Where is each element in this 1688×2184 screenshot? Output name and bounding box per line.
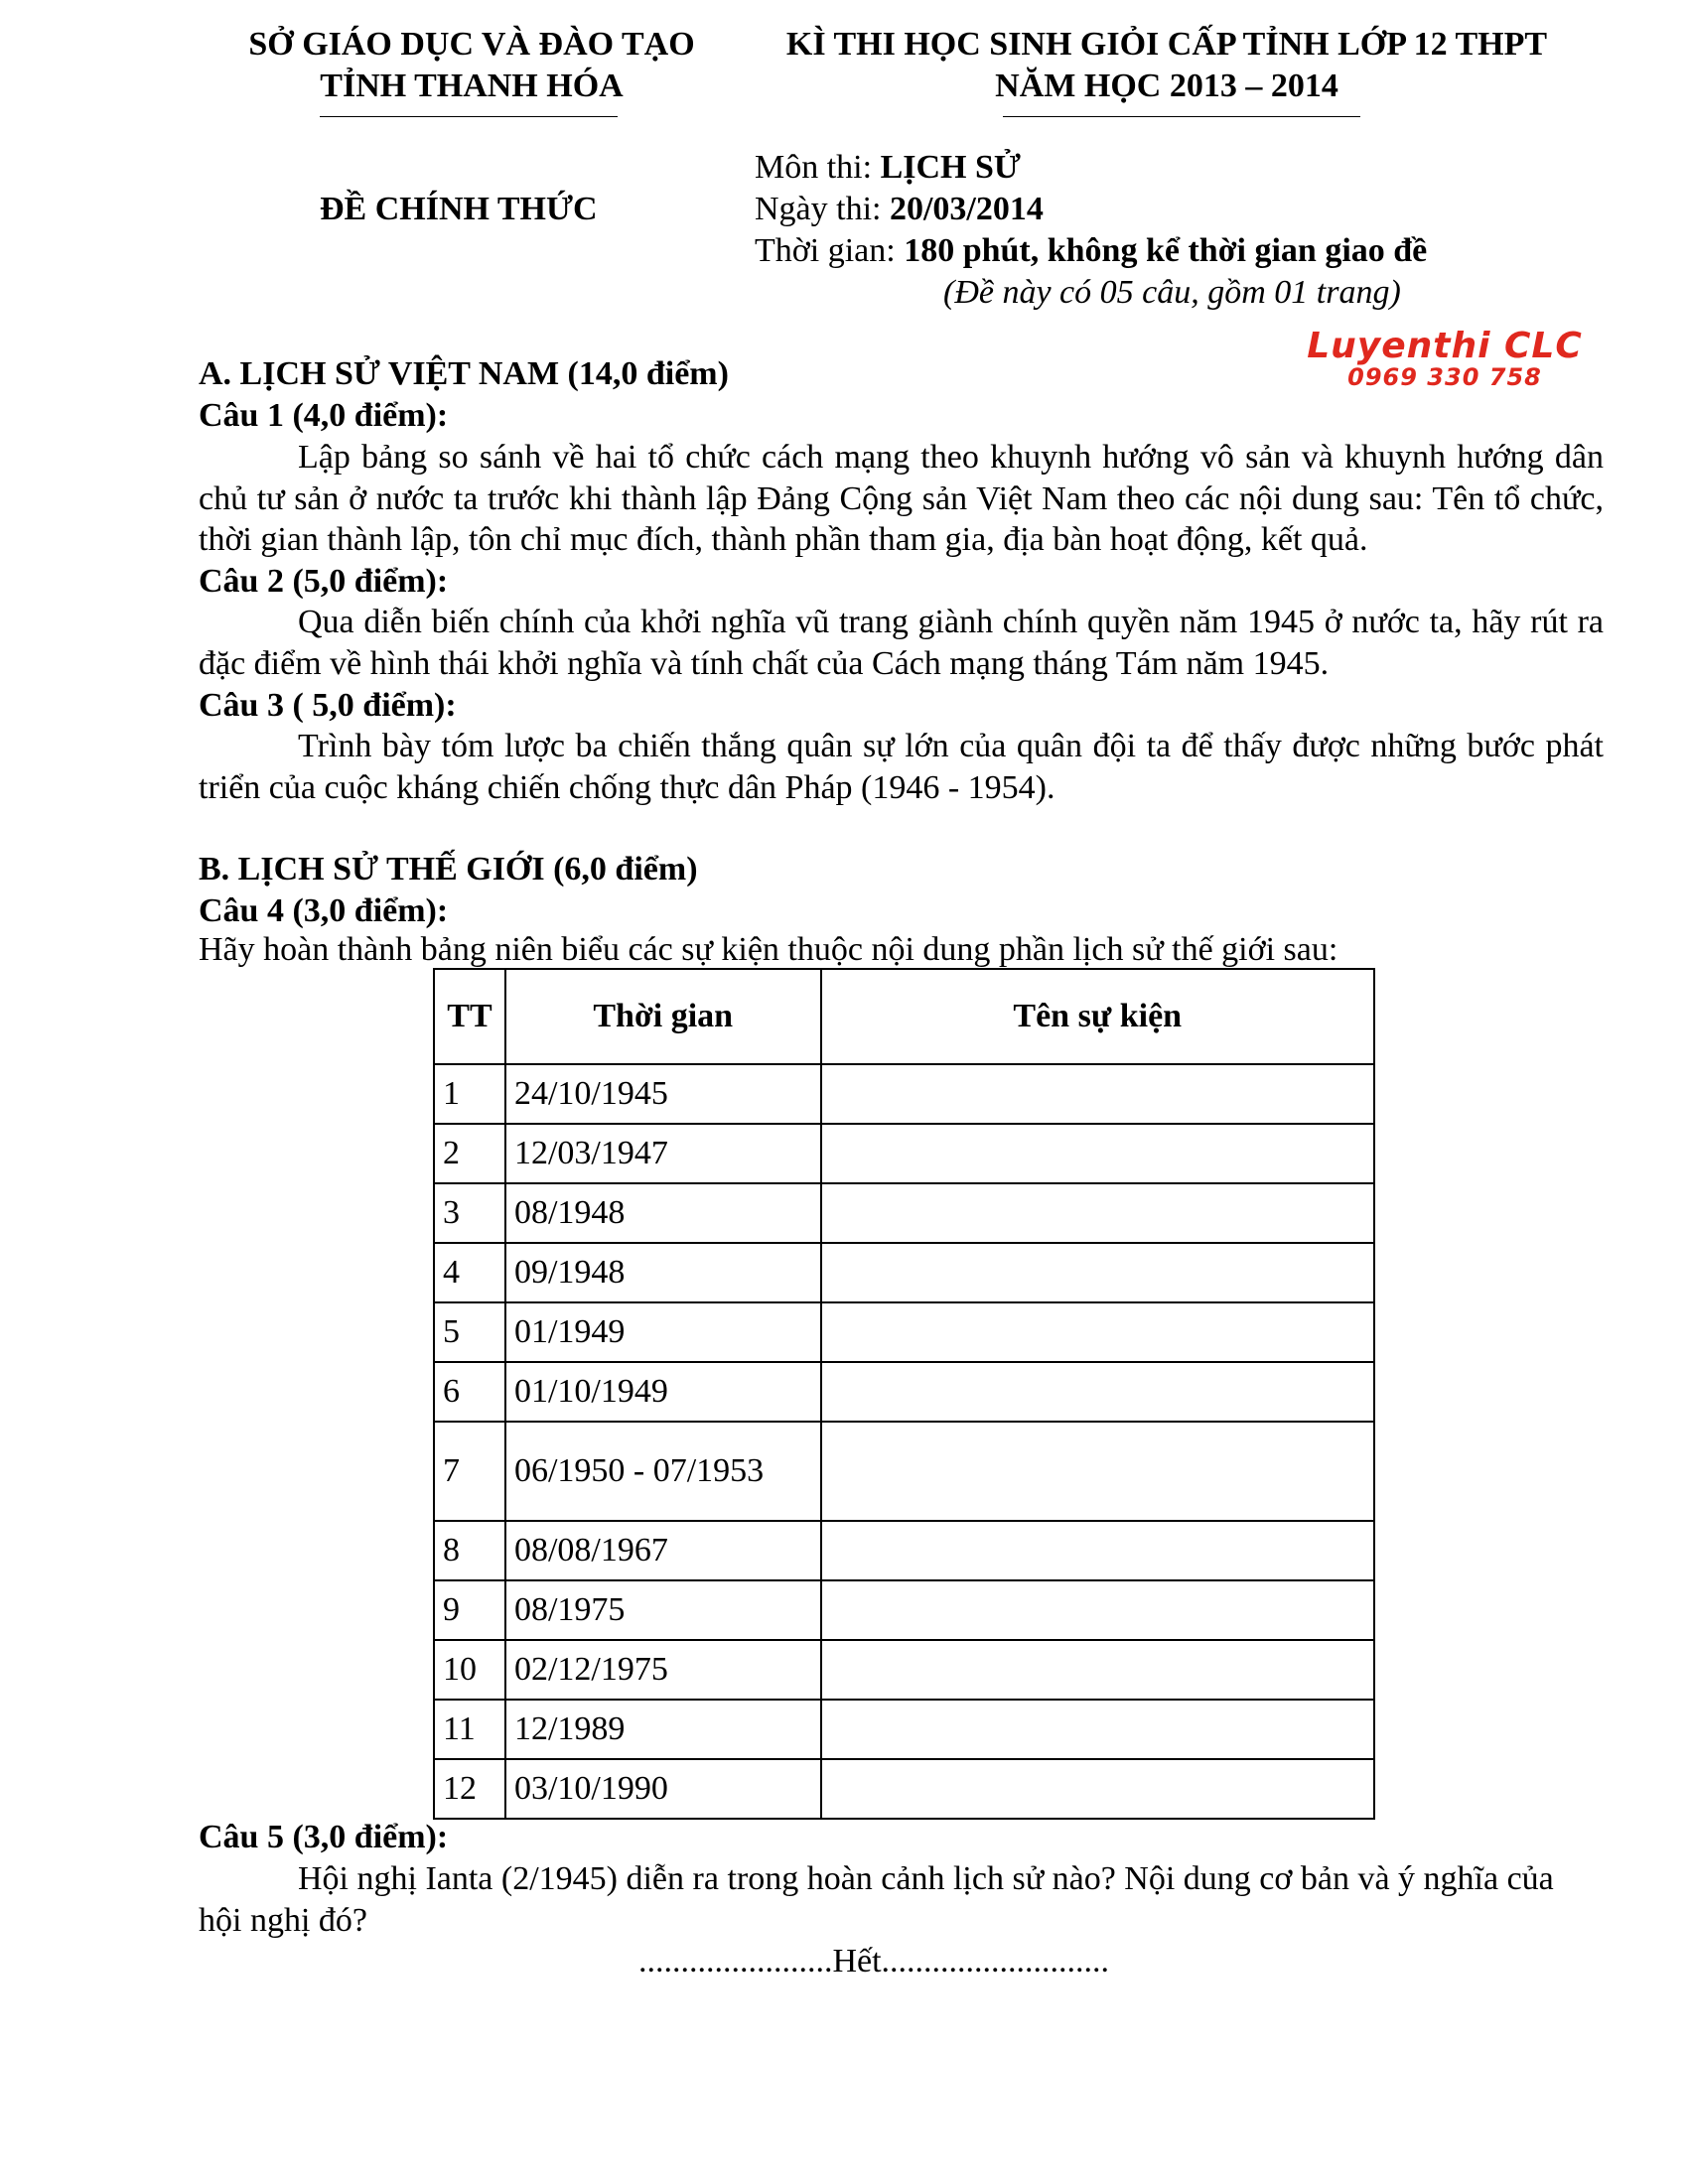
time-value: 180 phút, không kể thời gian giao đề [904,232,1428,269]
question-3-text: Trình bày tóm lược ba chiến thắng quân sự lớn của quân đội ta để thấy được những bước phát triển của cuộc kháng chiến chống thực dân Pháp (1946 - 1954). [199,728,1604,806]
row-time: 01/10/1949 [505,1362,821,1422]
events-table [433,968,1375,1820]
question-3-title: Câu 3 ( 5,0 điểm): [199,687,457,724]
official-label: ĐỀ CHÍNH THỨC [320,191,598,227]
row-number: 2 [434,1124,505,1183]
header-right-rule [1003,116,1360,117]
row-time: 08/1948 [505,1183,821,1243]
watermark-brand: Luyenthi CLC [1307,326,1583,366]
row-time: 09/1948 [505,1243,821,1302]
row-time: 24/10/1945 [505,1064,821,1124]
row-number: 3 [434,1183,505,1243]
date-line [755,189,1648,230]
subject-value: LỊCH SỬ [880,149,1021,186]
row-event [821,1124,1375,1183]
row-time: 06/1950 - 07/1953 [505,1422,821,1521]
time-label: Thời gian: [755,232,905,269]
row-time: 02/12/1975 [505,1640,821,1700]
table-row [434,1521,1374,1580]
question-4-text: Hãy hoàn thành bảng niên biểu các sự kiện thuộc nội dung phần lịch sử thế giới sau: [199,931,1338,968]
row-number: 8 [434,1521,505,1580]
row-event [821,1422,1375,1521]
row-event [821,1521,1375,1580]
end-marker: .......................Hết........................... [637,1943,1110,1979]
row-number: 7 [434,1422,505,1521]
row-time: 08/1975 [505,1580,821,1640]
row-number: 6 [434,1362,505,1422]
row-event [821,1580,1375,1640]
question-2-text: Qua diễn biến chính của khởi nghĩa vũ trang giành chính quyền năm 1945 ở nước ta, hãy rút ra đặc điểm về hình thái khởi nghĩa và tính chất của Cách mạng tháng Tám năm 1945. [199,604,1604,682]
question-5-title: Câu 5 (3,0 điểm): [199,1819,449,1855]
table-row [434,1700,1374,1759]
row-time: 12/03/1947 [505,1124,821,1183]
row-number: 5 [434,1302,505,1362]
row-event [821,1243,1375,1302]
time-line [755,230,1648,272]
table-header-row [434,969,1374,1064]
row-time: 01/1949 [505,1302,821,1362]
table-row [434,1302,1374,1362]
row-event [821,1064,1375,1124]
table-row [434,1243,1374,1302]
department-name: SỞ GIÁO DỤC VÀ ĐÀO TẠO [248,26,695,63]
row-number: 12 [434,1759,505,1819]
table-row [434,1759,1374,1819]
column-header-tt: TT [434,969,505,1064]
row-event [821,1362,1375,1422]
date-value: 20/03/2014 [889,191,1044,227]
table-row [434,1580,1374,1640]
column-header-event: Tên sự kiện [821,969,1375,1064]
row-number: 10 [434,1640,505,1700]
department-header [199,24,745,107]
table-row [434,1640,1374,1700]
row-number: 11 [434,1700,505,1759]
exam-info [755,147,1648,314]
header-left-rule [320,116,618,117]
row-time: 08/08/1967 [505,1521,821,1580]
question-5-text: Hội nghị Ianta (2/1945) diễn ra trong hoàn cảnh lịch sử nào? Nội dung cơ bản và ý nghĩa của hội nghị đó? [199,1860,1554,1939]
table-row [434,1422,1374,1521]
question-4-title: Câu 4 (3,0 điểm): [199,892,449,929]
table-row [434,1362,1374,1422]
row-event [821,1700,1375,1759]
column-header-time: Thời gian [505,969,821,1064]
row-number: 4 [434,1243,505,1302]
row-event [821,1302,1375,1362]
exam-header [735,24,1599,107]
watermark-phone: 0969 330 758 [1347,363,1542,391]
row-time: 12/1989 [505,1700,821,1759]
school-year: NĂM HỌC 2013 – 2014 [995,68,1338,104]
row-event [821,1759,1375,1819]
row-event [821,1183,1375,1243]
table-row [434,1124,1374,1183]
question-2-title: Câu 2 (5,0 điểm): [199,563,449,600]
page-note: (Đề này có 05 câu, gồm 01 trang) [943,274,1401,311]
date-label: Ngày thi: [755,191,890,227]
row-event [821,1640,1375,1700]
subject-line [755,147,1648,189]
row-number: 1 [434,1064,505,1124]
question-1-title: Câu 1 (4,0 điểm): [199,397,449,434]
row-number: 9 [434,1580,505,1640]
exam-name: KÌ THI HỌC SINH GIỎI CẤP TỈNH LỚP 12 THPT [785,26,1548,63]
table-row [434,1183,1374,1243]
province-name: TỈNH THANH HÓA [320,68,624,104]
row-time: 03/10/1990 [505,1759,821,1819]
table-row [434,1064,1374,1124]
question-1-text: Lập bảng so sánh về hai tổ chức cách mạng theo khuynh hướng vô sản và khuynh hướng dân chủ tư sản ở nước ta trước khi thành lập Đảng Cộng sản Việt Nam theo các nội dung sau: Tên tổ chức, thời gian thành lập, tôn chỉ mục đích, thành phần tham gia, địa bàn hoạt động, kết quả. [199,439,1604,558]
section-b-title: B. LỊCH SỬ THẾ GIỚI (6,0 điểm) [199,851,698,887]
subject-label: Môn thi: [755,149,881,186]
section-a-title: A. LỊCH SỬ VIỆT NAM (14,0 điểm) [199,355,729,392]
watermark-logo [1286,328,1604,389]
